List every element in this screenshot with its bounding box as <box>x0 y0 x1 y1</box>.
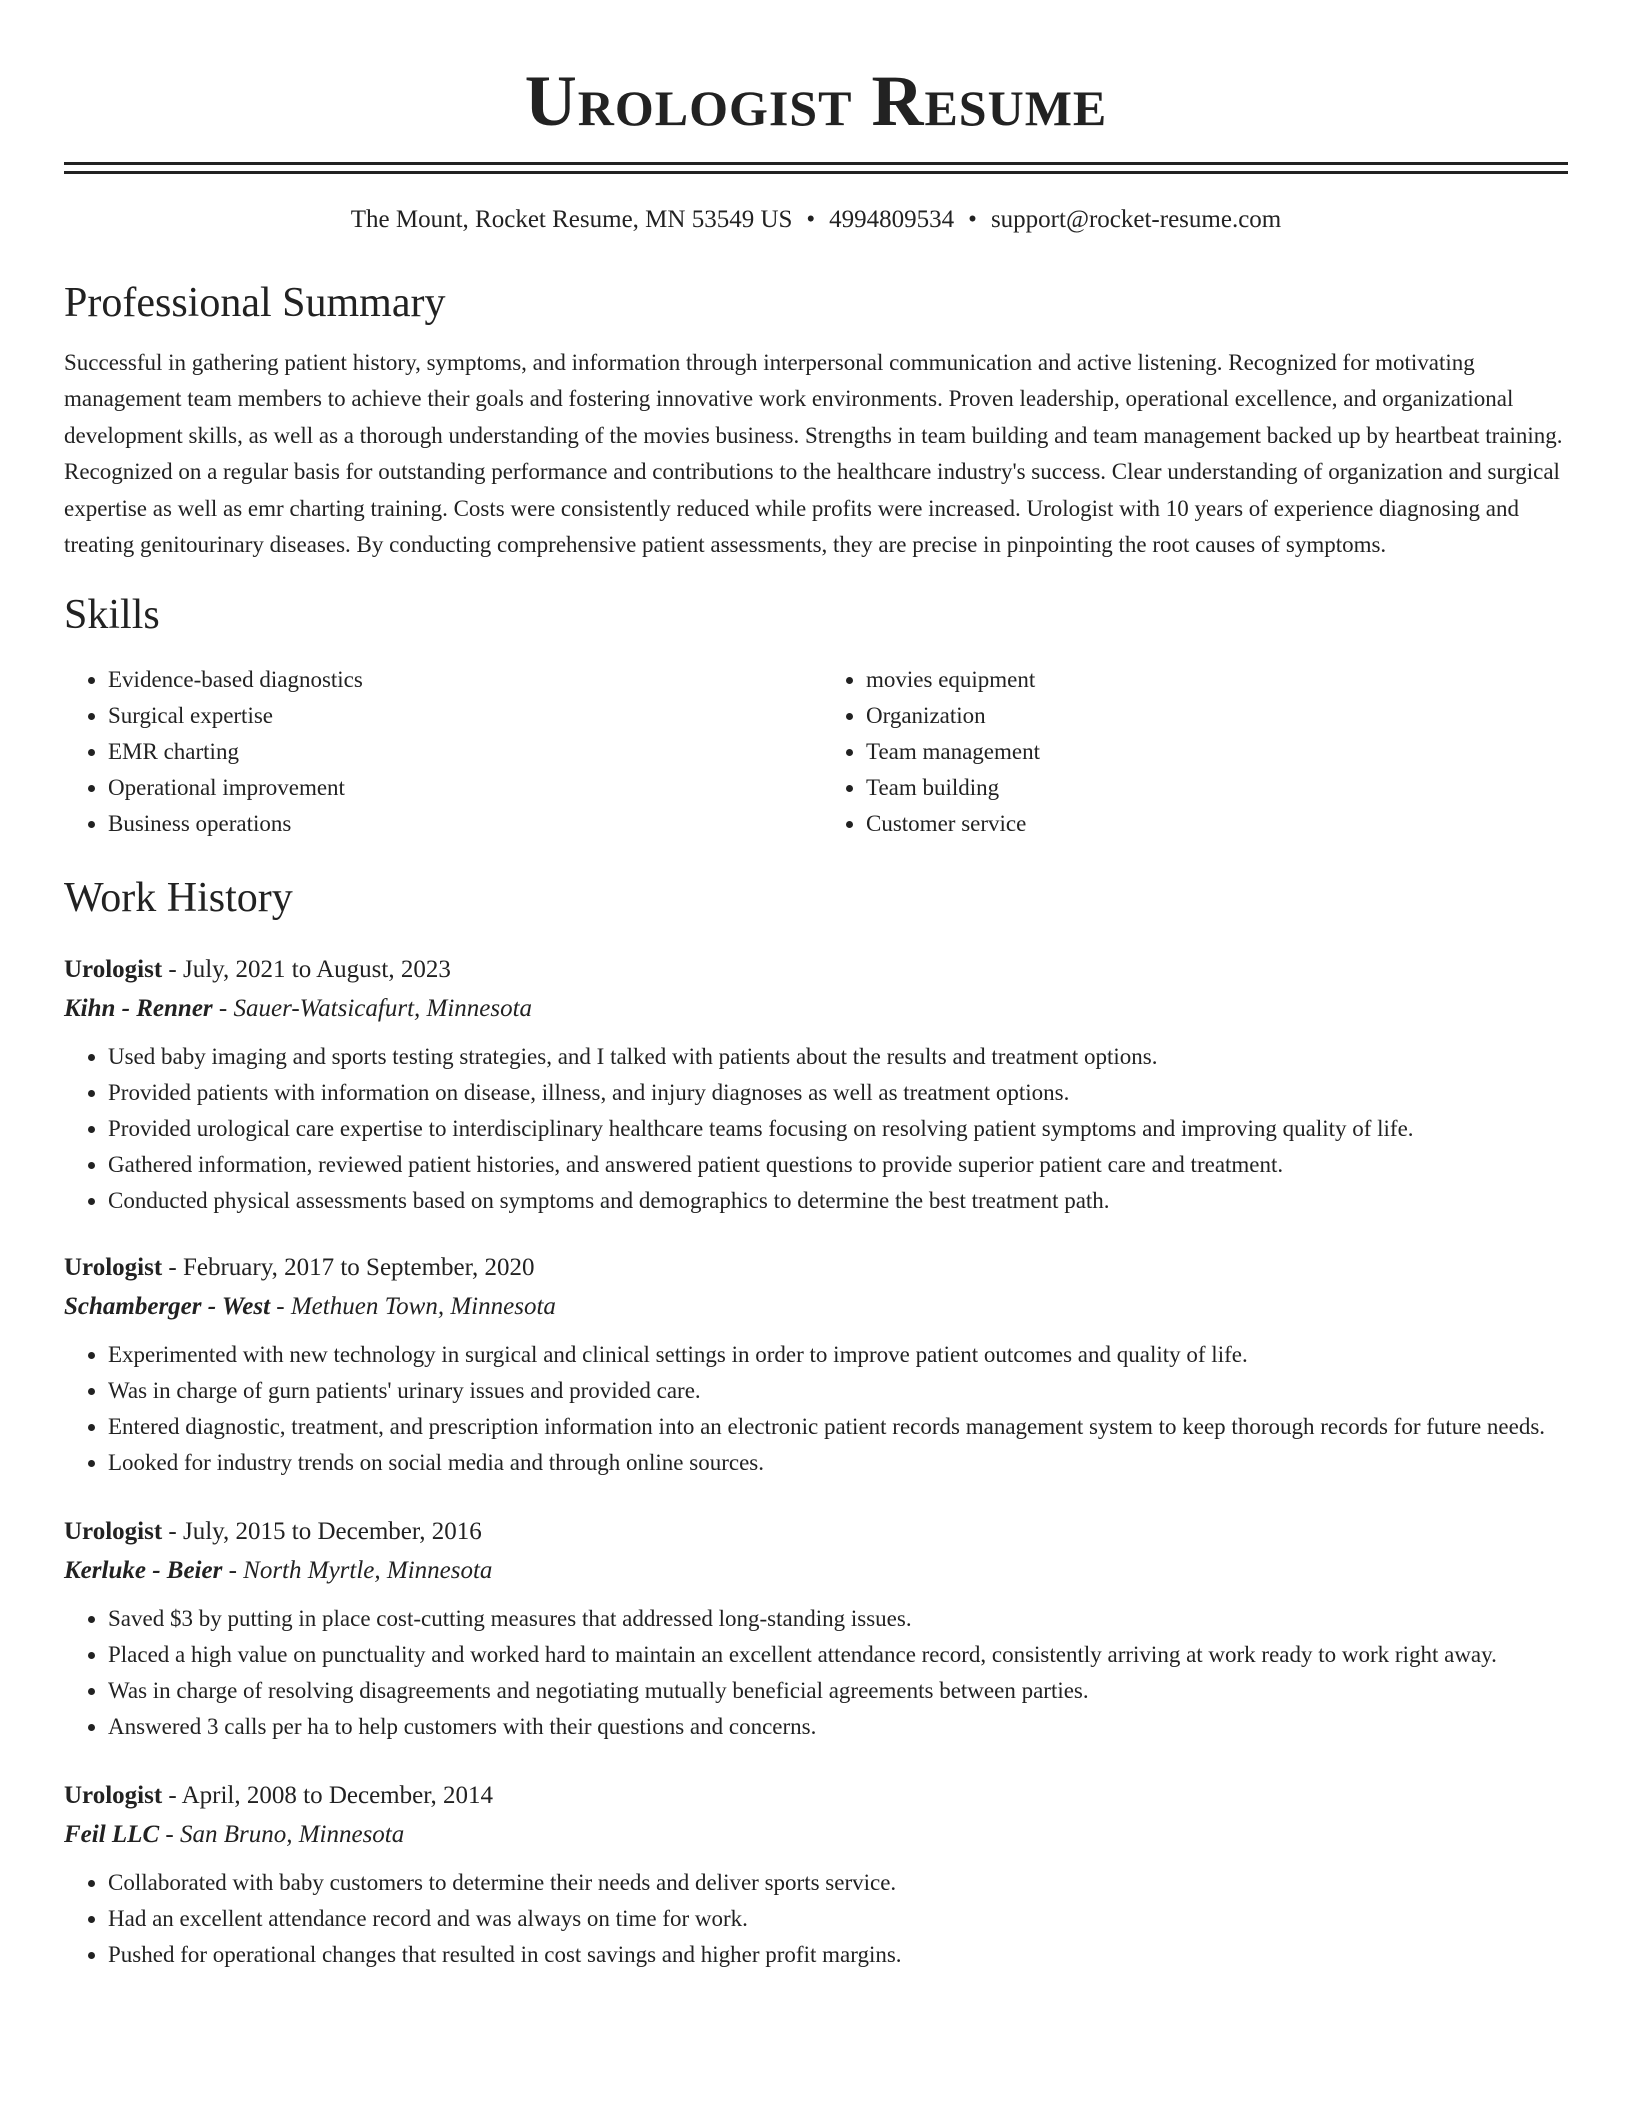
job-title: Urologist <box>64 956 163 984</box>
job-entry <box>64 1513 1568 1745</box>
job-company-line <box>64 1815 1568 1855</box>
contact-line <box>64 202 1568 238</box>
job-bullet: • Was in charge of gurn patients' urinary issues and provided care. <box>108 1373 1568 1409</box>
job-entry <box>64 1777 1568 1973</box>
job-bullets <box>64 1039 1568 1219</box>
job-company-line <box>64 1551 1568 1591</box>
job-title-line <box>64 1777 1568 1815</box>
skills-column-left <box>64 662 816 842</box>
skill-item: • EMR charting <box>108 734 816 770</box>
job-location: - Methuen Town, Minnesota <box>270 1293 556 1321</box>
job-bullet: • Provided patients with information on disease, illness, and injury diagnoses as well as treatment options. <box>108 1075 1568 1111</box>
summary-text: Successful in gathering patient history, symptoms, and information through interpersonal communication and active listening. Recognized for motivating management team members to achieve their goals and fostering innovative work environments. Proven leadership, operational excellence, and organizational development skills, as well as a thorough understanding of the movies business. Strengths in team building and team management backed up by heartbeat training. Recognized on a regular basis for outstanding performance and contributions to the healthcare industry's success. Clear understanding of organization and surgical expertise as well as emr charting training. Costs were consistently reduced while profits were increased. Urologist with 10 years of experience diagnosing and treating genitourinary diseases. By conducting comprehensive patient assessments, they are precise in pinpointing the root causes of symptoms. <box>64 350 1563 558</box>
job-bullet: • Provided urological care expertise to interdisciplinary healthcare teams focusing on resolving patient symptoms and improving quality of life. <box>108 1111 1568 1147</box>
job-dates: - February, 2017 to September, 2020 <box>162 1254 535 1282</box>
job-bullet: • Entered diagnostic, treatment, and prescription information into an electronic patient records management system to keep thorough records for future needs. <box>108 1409 1568 1445</box>
skill-item: • Team management <box>866 734 1568 770</box>
contact-address: The Mount, Rocket Resume, MN 53549 US <box>350 206 793 233</box>
job-company: Schamberger - West <box>64 1293 271 1321</box>
job-title-line <box>64 1513 1568 1551</box>
job-entry <box>64 1249 1568 1481</box>
job-title: Urologist <box>64 1782 163 1810</box>
skill-item: • Team building <box>866 770 1568 806</box>
job-bullet: • Experimented with new technology in surgical and clinical settings in order to improve patient outcomes and quality of life. <box>108 1337 1568 1373</box>
job-bullets <box>64 1337 1568 1481</box>
job-bullet: • Had an excellent attendance record and was always on time for work. <box>108 1901 1568 1937</box>
contact-separator: • <box>806 206 816 233</box>
job-bullet: • Pushed for operational changes that resulted in cost savings and higher profit margins. <box>108 1937 1568 1973</box>
job-bullet: • Looked for industry trends on social media and through online sources. <box>108 1445 1568 1481</box>
job-bullet: • Placed a high value on punctuality and worked hard to maintain an excellent attendance record, consistently arriving at work ready to work right away. <box>108 1637 1568 1673</box>
contact-phone: 4994809534 <box>829 206 955 233</box>
summary-heading: Professional Summary <box>64 280 446 326</box>
job-company-line <box>64 989 1568 1029</box>
skills-list <box>64 662 1568 842</box>
job-dates: - July, 2021 to August, 2023 <box>162 956 451 984</box>
job-bullet: • Gathered information, reviewed patient histories, and answered patient questions to provide superior patient care and treatment. <box>108 1147 1568 1183</box>
job-company: Feil LLC <box>64 1821 160 1849</box>
skills-column-right <box>816 662 1568 842</box>
skill-item: • Organization <box>866 698 1568 734</box>
job-entry <box>64 951 1568 1219</box>
skill-item: • Operational improvement <box>108 770 816 806</box>
skills-heading: Skills <box>64 592 160 639</box>
job-bullet: • Conducted physical assessments based on symptoms and demographics to determine the best treatment path. <box>108 1183 1568 1219</box>
skill-item: • Customer service <box>866 806 1568 842</box>
work-history-heading: Work History <box>64 875 293 922</box>
job-bullet: • Was in charge of resolving disagreements and negotiating mutually beneficial agreements between parties. <box>108 1673 1568 1709</box>
job-bullets <box>64 1865 1568 1973</box>
job-dates: - July, 2015 to December, 2016 <box>162 1518 482 1546</box>
job-location: - Sauer-Watsicafurt, Minnesota <box>212 995 533 1023</box>
contact-separator: • <box>968 206 977 233</box>
job-bullet: • Collaborated with baby customers to determine their needs and deliver sports service. <box>108 1865 1568 1901</box>
contact-email: support@rocket-resume.com <box>990 206 1282 233</box>
skill-item: • movies equipment <box>866 662 1568 698</box>
job-company-line <box>64 1287 1568 1327</box>
job-bullet: • Answered 3 calls per ha to help customers with their questions and concerns. <box>108 1709 1568 1745</box>
skill-item: • Evidence-based diagnostics <box>108 662 816 698</box>
skill-item: • Business operations <box>108 806 816 842</box>
skill-item: • Surgical expertise <box>108 698 816 734</box>
job-title-line <box>64 1249 1568 1287</box>
title-divider <box>64 162 1568 174</box>
job-dates: - April, 2008 to December, 2014 <box>162 1782 494 1810</box>
job-location: - North Myrtle, Minnesota <box>222 1557 493 1585</box>
job-bullet: • Saved $3 by putting in place cost-cutting measures that addressed long-standing issues. <box>108 1601 1568 1637</box>
resume-title: Urologist Resume <box>524 61 1108 141</box>
job-title: Urologist <box>64 1518 163 1546</box>
job-title: Urologist <box>64 1254 163 1282</box>
job-company: Kerluke - Beier <box>64 1557 223 1585</box>
job-bullet: • Used baby imaging and sports testing strategies, and I talked with patients about the results and treatment options. <box>108 1039 1568 1075</box>
job-title-line <box>64 951 1568 989</box>
job-location: - San Bruno, Minnesota <box>159 1821 405 1849</box>
job-company: Kihn - Renner <box>64 995 213 1023</box>
job-bullets <box>64 1601 1568 1745</box>
